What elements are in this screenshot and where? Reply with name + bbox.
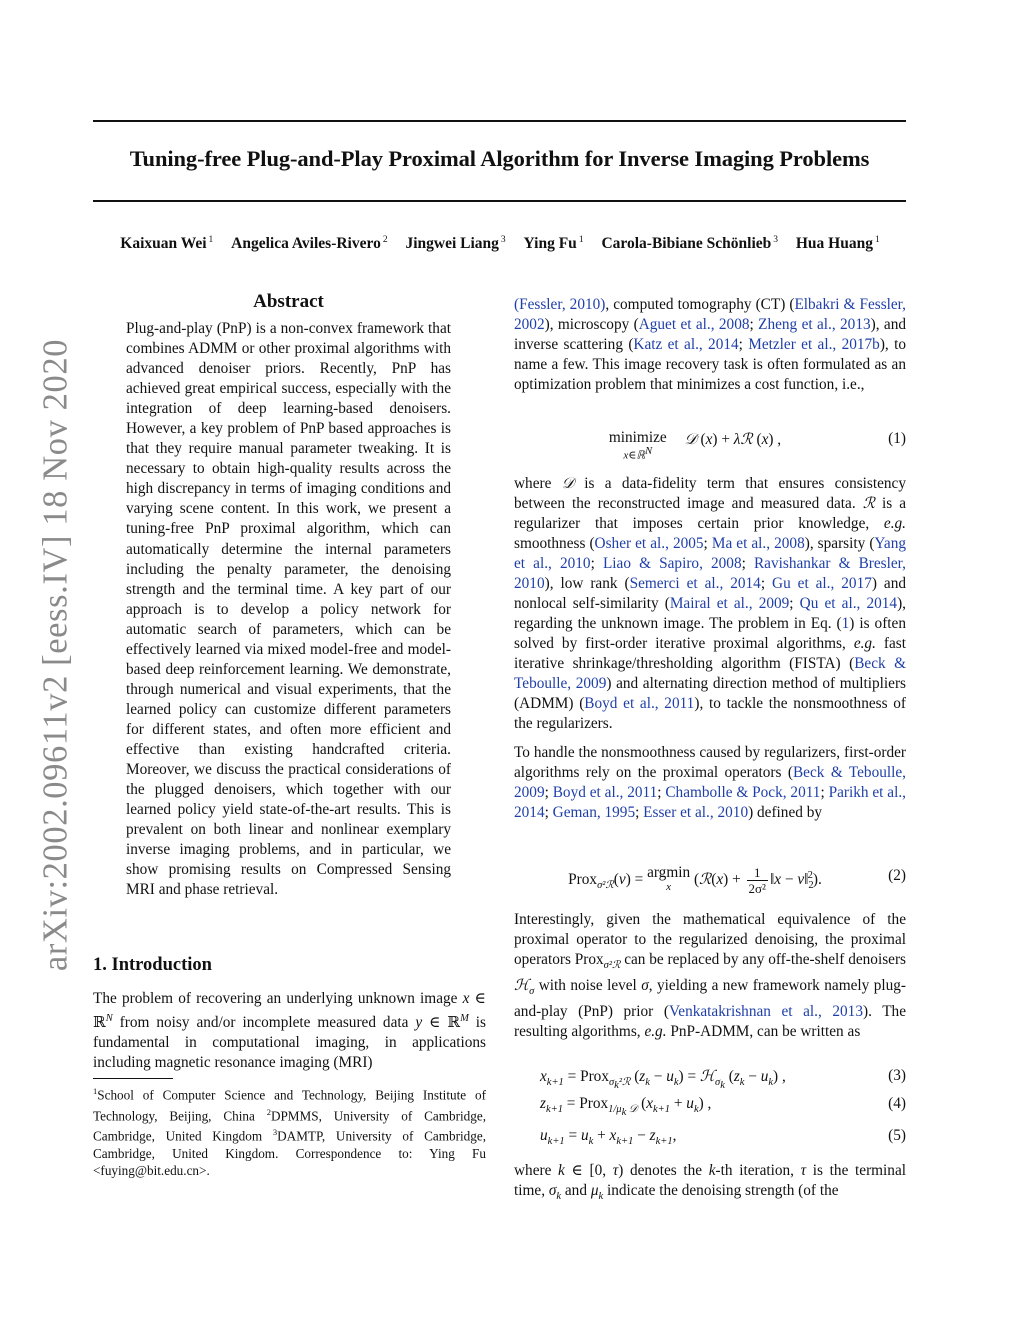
- title-rule-bottom: [93, 200, 906, 202]
- citation-link[interactable]: Aguet et al., 2008: [638, 316, 750, 333]
- citation-link[interactable]: Parikh et al., 2014: [514, 784, 906, 821]
- intro-paragraph: The problem of recovering an underlying unknown image x ∈ ℝ$^N$ from noisy and/or incomplete measured data y ∈ ℝ$^M$ is fundamental in computational imaging, in applications including magnetic resonance imaging (MRI): [93, 990, 486, 1072]
- affiliation-footnote: $^1$School of Computer Science and Technology, Beijing Institute of Technology, Beijing, China $^2$DPMMS, University of Cambridge, Cambridge, United Kingdom $^3$DAMTP, University of Cambridge, Cambridge, United Kingdom. Correspondence to: Ying Fu <fuying@bit.edu.cn>.: [93, 1086, 486, 1179]
- equation-3: $x_{k+1}$ = Prox$_{\sigma_k^2ℛ}$ $(z_k - u_k)$ = ℋ$_{\sigma_k}$ $(z_k - u_k)$ , (3): [540, 1067, 906, 1092]
- abstract-text: Plug-and-play (PnP) is a non-convex framework that combines ADMM or other proximal algorithms with advanced denoiser priors. Recently, PnP has achieved great empirical success, especially with the integration of deep learning-based denoisers. However, a key problem of PnP based approaches is that they require manual parameter tweaking. It is necessary to obtain high-quality results across the high discrepancy in terms of imaging conditions and varying scene content. In this work, we present a tuning-free PnP proximal algorithm, which can automatically determine the internal parameters including the penalty parameter, the denoising strength and the terminal time. A key part of our approach is to develop a policy network for automatic search of parameters, which can be effectively learned via mixed model-free and model-based deep reinforcement learning. We demonstrate, through numerical and visual experiments, that the learned policy can customize different parameters for different states, and often more efficient and effective than existing handcrafted criteria. Moreover, we discuss the practical considerations of the plugged denoisers, which together with our learned policy yield state-of-the-art results. This is prevalent on both linear and nonlinear exemplary inverse imaging problems, and in particular, we show promising results on Compressed Sensing MRI and phase retrieval.: [126, 320, 451, 899]
- citation-link[interactable]: Qu et al., 2014: [799, 595, 898, 612]
- author: Kaixuan Wei $^1$: [120, 235, 214, 253]
- citation-link[interactable]: Chambolle & Pock, 2011: [665, 784, 821, 801]
- citation-link[interactable]: Boyd et al., 2011: [584, 695, 695, 712]
- author: Ying Fu $^1$: [523, 235, 584, 253]
- citation-link[interactable]: Mairal et al., 2009: [669, 595, 790, 612]
- equation-4: $z_{k+1}$ = Prox$_{1/\mu_k 𝒟}$ $(x_{k+1} + u_k)$ , (4): [540, 1095, 906, 1119]
- abstract-heading: Abstract: [253, 291, 324, 312]
- paragraph: To handle the nonsmoothness caused by regularizers, first-order algorithms rely on the proximal operators (Beck & Teboulle, 2009; Boyd et al., 2011; Chambolle & Pock, 2011; Parikh et al., 2014; Geman, 1995; Esser et al., 2010) defined by: [514, 744, 906, 821]
- citation-link[interactable]: Beck & Teboulle, 2009: [514, 655, 906, 692]
- equation-2: Prox$_{\sigma^2ℛ}$(v) = argmin x (ℛ(x) + $\frac{1}{\text{2σ²}}$ ‖x − $v‖_2^2$). (2): [568, 864, 906, 896]
- author-list: [60, 235, 940, 253]
- intro-heading: 1. Introduction: [93, 955, 212, 975]
- citation-link[interactable]: Ravishankar & Bresler, 2010: [514, 555, 906, 592]
- citation-link[interactable]: Zheng et al., 2013: [758, 316, 871, 333]
- citation-link[interactable]: Liao & Sapiro, 2008: [602, 555, 742, 572]
- citation-link[interactable]: Gu et al., 2017: [772, 575, 872, 592]
- citation-link[interactable]: Elbakri & Fessler, 2002: [514, 296, 906, 333]
- equation-5: $u_{k+1} = u_k + x_{k+1} - z_{k+1}$, (5): [540, 1127, 906, 1148]
- author: Angelica Aviles-Rivero $^2$: [231, 235, 388, 253]
- title-rule-top: [93, 120, 906, 122]
- author: Jingwei Liang $^3$: [405, 235, 506, 253]
- paragraph: Interestingly, given the mathematical equivalence of the proximal operator to the regularized denoising, the proximal operators Prox$_{\sigma^2ℛ}$ can be replaced by any off-the-shelf denoisers ℋ$_\sigma$ with noise level σ, yielding a new framework namely plug-and-play (PnP) prior (Venkatakrishnan et al., 2013). The resulting algorithms, e.g. PnP-ADMM, can be written as: [514, 911, 906, 1041]
- paragraph: where 𝒟 is a data-fidelity term that ensures consistency between the reconstructed image and measured data. ℛ is a regularizer that imposes certain prior knowledge, e.g. smoothness (Osher et al., 2005; Ma et al., 2008), sparsity (Yang et al., 2010; Liao & Sapiro, 2008; Ravishankar & Bresler, 2010), low rank (Semerci et al., 2014; Gu et al., 2017) and nonlocal self-similarity (Mairal et al., 2009; Qu et al., 2014), regarding the unknown image. The problem in Eq. (1) is often solved by first-order iterative proximal algorithms, e.g. fast iterative shrinkage/thresholding algorithm (FISTA) (Beck & Teboulle, 2009) and alternating direction method of multipliers (ADMM) (Boyd et al., 2011), to tackle the nonsmoothness of the regularizers.: [514, 475, 907, 732]
- citation-link[interactable]: Geman, 1995: [552, 804, 636, 821]
- citation-link[interactable]: Venkatakrishnan et al., 2013: [668, 1003, 863, 1021]
- paper-title: Tuning-free Plug-and-Play Proximal Algorithm for Inverse Imaging Problems: [129, 146, 870, 171]
- citation-link[interactable]: Boyd et al., 2011: [552, 784, 658, 801]
- citation-link[interactable]: Esser et al., 2010: [643, 804, 749, 821]
- author: Hua Huang $^1$: [795, 235, 880, 253]
- citation-link[interactable]: Metzler et al., 2017b: [748, 336, 880, 353]
- citation-link[interactable]: (Fessler, 2010): [514, 296, 606, 313]
- citation-link[interactable]: Ma et al., 2008: [711, 535, 805, 552]
- citation-link[interactable]: 1: [841, 615, 850, 632]
- citation-link[interactable]: Katz et al., 2014: [633, 336, 739, 353]
- arxiv-stamp: arXiv:2002.09611v2 [eess.IV] 18 Nov 2020: [36, 338, 75, 972]
- paragraph: where k ∈ [0, τ) denotes the k-th iteration, τ is the terminal time, $\sigma_k$ and $\mu_k$ indicate the denoising strength (of the: [514, 1162, 906, 1203]
- paragraph: (Fessler, 2010), computed tomography (CT) (Elbakri & Fessler, 2002), microscopy (Aguet et al., 2008; Zheng et al., 2013), and inverse scattering (Katz et al., 2014; Metzler et al., 2017b), to name a few. This image recovery task is often formulated as an optimization problem that minimizes a cost function, i.e.,: [514, 296, 906, 393]
- citation-link[interactable]: Beck & Teboulle, 2009: [514, 764, 906, 801]
- citation-link[interactable]: Yang et al., 2010: [514, 535, 907, 572]
- citation-link[interactable]: Osher et al., 2005: [594, 535, 704, 552]
- citation-link[interactable]: Semerci et al., 2014: [629, 575, 761, 592]
- footnote-rule: [93, 1078, 173, 1079]
- equation-1: minimize x∈ℝ$^N$ 𝒟 (x) + λℛ (x) , (1): [608, 429, 906, 462]
- author: Carola-Bibiane Schönlieb $^3$: [601, 235, 778, 253]
